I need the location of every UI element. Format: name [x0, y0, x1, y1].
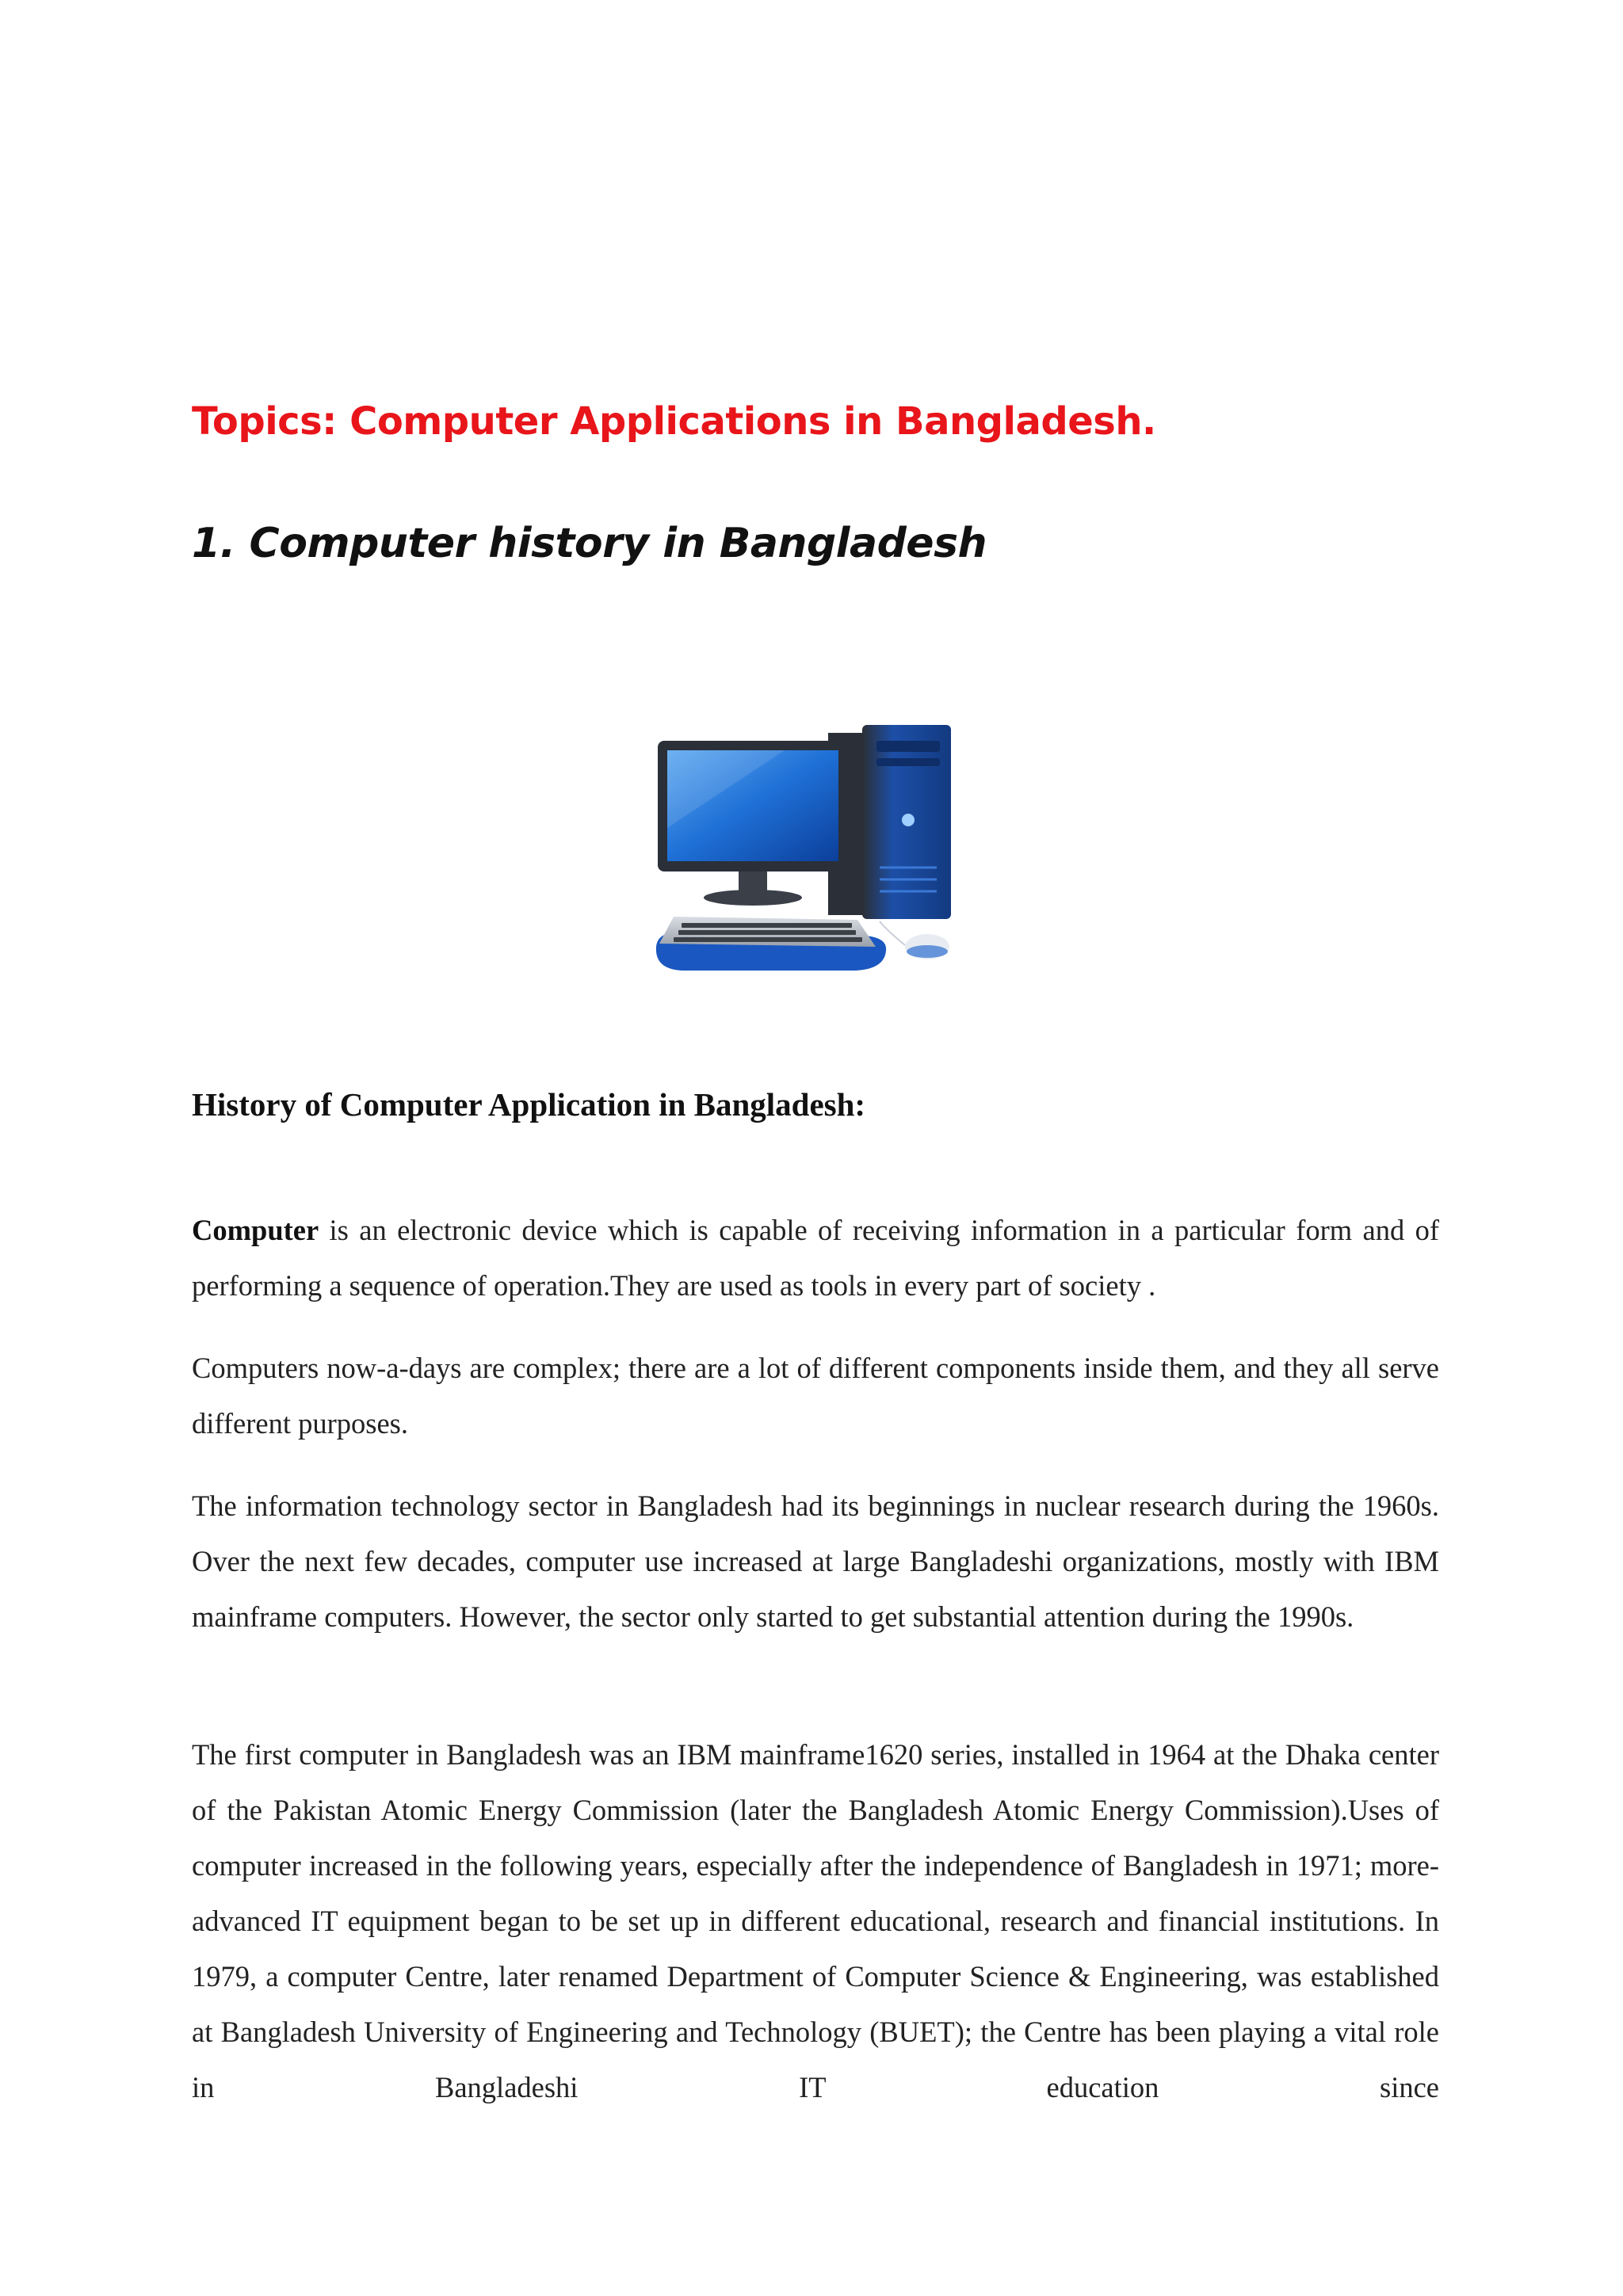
- desktop-computer-figure: [650, 709, 983, 1002]
- term-computer: Computer: [192, 1214, 319, 1246]
- paragraph-complexity: Computers now-a-days are complex; there are a lot of different components inside them, and they all serve different purposes.: [192, 1352, 1439, 1440]
- section-heading: 1. Computer history in Bangladesh: [192, 520, 987, 567]
- monitor-stand: [704, 890, 802, 906]
- paragraph-computer-definition: [192, 1203, 1439, 1314]
- paragraph-it-sector: The information technology sector in Bangladesh had its beginnings in nuclear research during the 1960s. Over the next few decades, computer use increased at large Bangladeshi organizations, mostly with IBM mainframe computers. However, the sector only started to get substantial attention during the 1990s.: [192, 1489, 1439, 1633]
- desktop-computer-icon: [650, 709, 983, 1002]
- history-sub-heading: History of Computer Application in Bangladesh:: [192, 1086, 866, 1123]
- paragraph-text: is an electronic device which is capable of receiving information in a particular form and of performing a sequence of operation.They are used as tools in every part of society .: [192, 1214, 1439, 1302]
- topics-heading: Topics: Computer Applications in Bangladesh.: [192, 399, 1156, 444]
- paragraph-first-computer: The first computer in Bangladesh was an IBM mainframe1620 series, installed in 1964 at the Dhaka center of the Pakistan Atomic Energy Commission (later the Bangladesh Atomic Energy Commission).Uses of computer increased in the following years, especially after the independence of Bangladesh in 1971; more-advanced IT equipment began to be set up in different educational, research and financial institutions. In 1979, a computer Centre, later renamed Department of Computer Science & Engineering, was established at Bangladesh University of Engineering and Technology (BUET); the Centre has been playing a vital role in Bangladeshi IT education since: [192, 1738, 1439, 2103]
